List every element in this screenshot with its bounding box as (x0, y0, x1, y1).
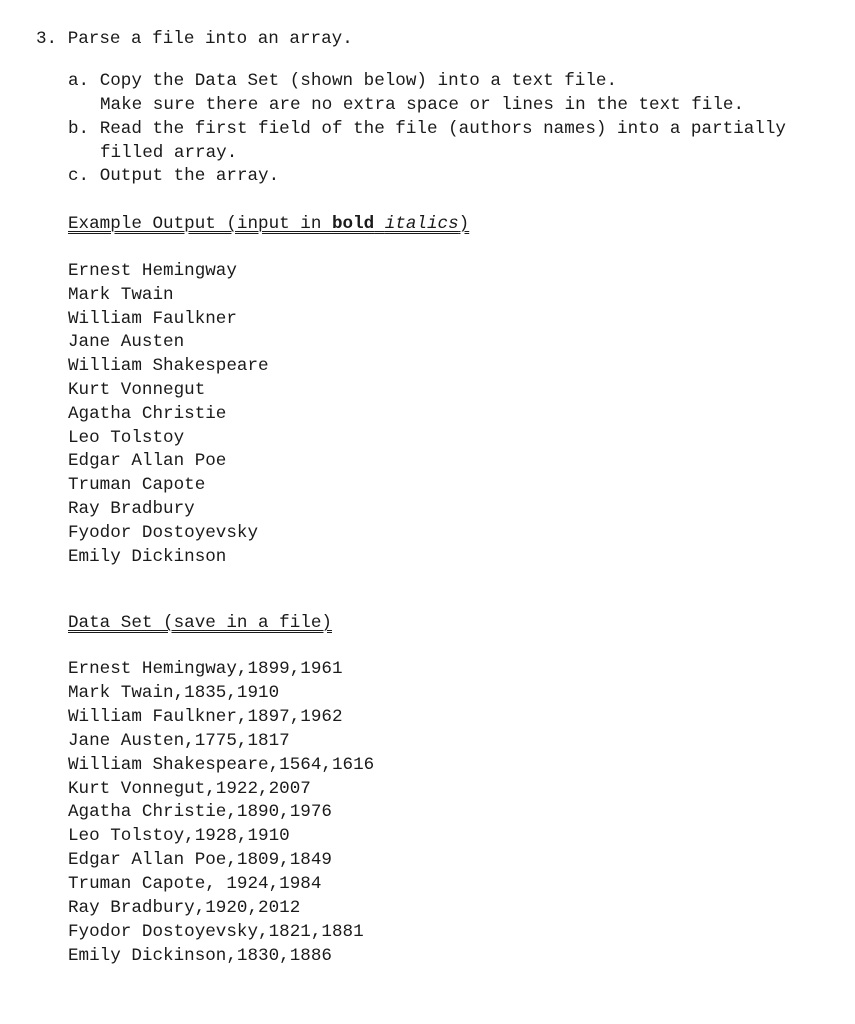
data-set-line: Kurt Vonnegut,1922,2007 (68, 778, 311, 799)
data-set-line: William Shakespeare,1564,1616 (68, 754, 375, 775)
example-output-line: Agatha Christie (68, 403, 227, 424)
step-a-line-1 (68, 69, 617, 93)
example-heading-prefix: Example Output (input in (68, 214, 332, 234)
question-header (36, 27, 353, 51)
data-set-line: Truman Capote, 1924,1984 (68, 874, 322, 895)
data-set-line: Jane Austen,1775,1817 (68, 730, 290, 751)
data-set-line: Agatha Christie,1890,1976 (68, 802, 332, 823)
step-a-marker: a. (68, 71, 90, 91)
step-c-line-1 (68, 164, 279, 188)
example-output-line: Ernest Hemingway (68, 261, 237, 281)
example-heading-italic: italics (384, 214, 459, 234)
example-heading-suffix: ) (458, 214, 470, 234)
example-output-line: Kurt Vonnegut (68, 380, 206, 400)
data-set-line: Leo Tolstoy,1928,1910 (68, 826, 290, 847)
data-set-line: Emily Dickinson,1830,1886 (68, 945, 332, 966)
data-set-line: Fyodor Dostoyevsky,1821,1881 (68, 921, 364, 942)
step-c-text-1: Output the array. (99, 166, 280, 186)
data-set-line: Ray Bradbury,1920,2012 (68, 898, 301, 918)
step-c-marker: c. (68, 166, 90, 186)
step-b-line-2: filled array. (100, 143, 238, 163)
example-output-line: Ray Bradbury (68, 499, 195, 519)
step-b-line-1 (68, 117, 786, 141)
step-a-text-1: Copy the Data Set (shown below) into a text file. (99, 71, 618, 91)
example-output-line: Jane Austen (68, 332, 185, 353)
example-heading-bold: bold (331, 214, 375, 234)
data-set-line: Edgar Allan Poe,1809,1849 (68, 850, 332, 871)
step-b-text-1: Read the first field of the file (authors names) into a partially (99, 119, 786, 139)
example-output-line: Leo Tolstoy (68, 427, 185, 448)
example-output-line: Truman Capote (68, 475, 206, 496)
data-set-line: Ernest Hemingway,1899,1961 (68, 659, 343, 679)
example-output-line: Fyodor Dostoyevsky (68, 522, 259, 543)
data-set-line: William Faulkner,1897,1962 (68, 706, 343, 727)
example-output-line: Mark Twain (68, 284, 174, 305)
example-output-line: Edgar Allan Poe (68, 451, 227, 472)
example-output-heading (68, 212, 469, 236)
example-heading-space (374, 214, 385, 234)
question-title: Parse a file into an array. (67, 29, 353, 49)
step-b-marker: b. (68, 119, 90, 139)
step-a-line-2: Make sure there are no extra space or lines in the text file. (100, 95, 745, 115)
example-output-line: William Faulkner (68, 308, 237, 329)
example-output-line: Emily Dickinson (68, 546, 227, 567)
example-output-line: William Shakespeare (68, 356, 269, 377)
question-number: 3. (36, 29, 58, 49)
data-set-line: Mark Twain,1835,1910 (68, 682, 280, 703)
data-set-heading: Data Set (save in a file) (68, 613, 332, 633)
